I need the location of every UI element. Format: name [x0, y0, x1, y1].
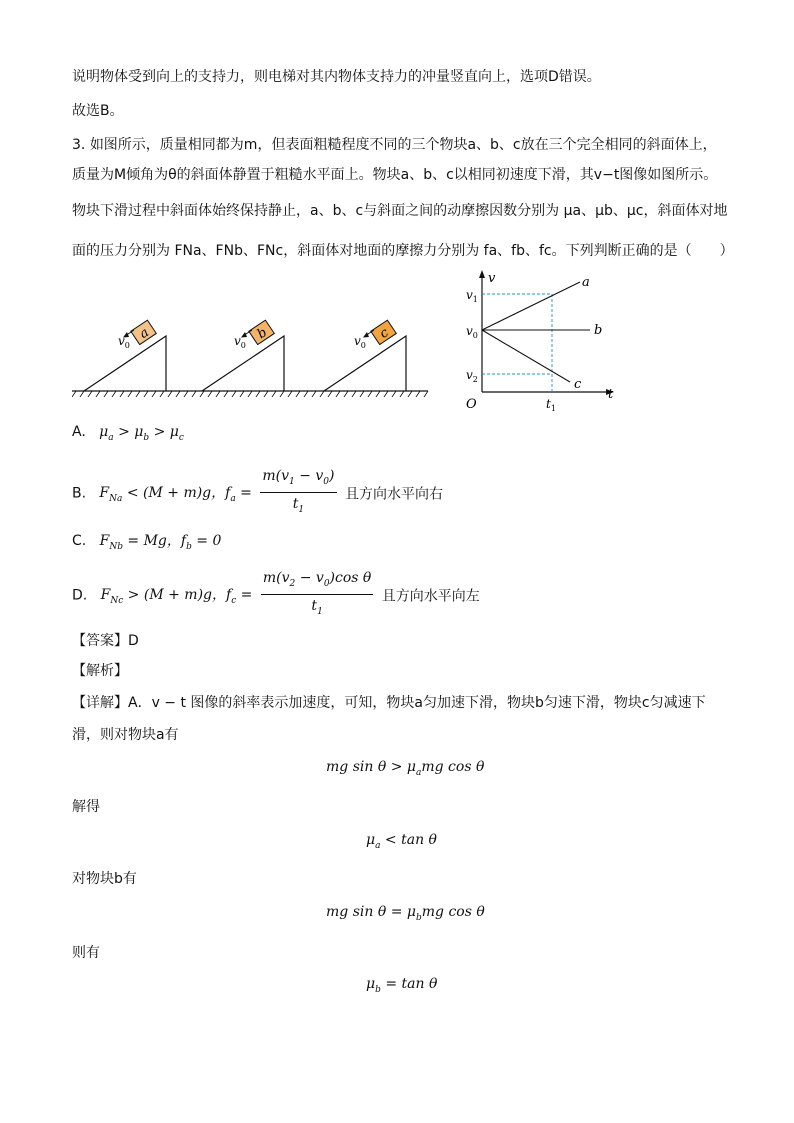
then-label: 则有 [72, 945, 100, 961]
solve-label: 解得 [72, 799, 100, 815]
detail-text-1: A．v − t 图像的斜率表示加速度，可知，物块a匀加速下滑，物块b匀速下滑，物块c匀减速下 [128, 695, 706, 711]
equation-2: $\mu_a < \tan \theta$ [366, 832, 437, 851]
intro-line-2: 故选B。 [72, 103, 124, 119]
option-d-pre: $F_{Nc} > (M + m)g$，$f_c$ = [100, 587, 253, 607]
option-c-letter: C. [72, 533, 87, 549]
intro-line-1: 说明物体受到向上的支持力，则电梯对其内物体支持力的冲量竖直向上，选项D错误。 [72, 69, 601, 85]
tick-v1: $v_1$ [466, 288, 478, 304]
option-b-post: 且方向水平向右 [344, 486, 443, 503]
equation-3: mg $\sin \theta = \mu_bmg$ cos θ [326, 904, 485, 923]
origin-label: O [466, 397, 477, 412]
option-a [72, 424, 184, 443]
graph-line-a [482, 282, 580, 330]
incline-a [84, 320, 166, 391]
question-text-1: 如图所示，质量相同都为m，但表面粗糙程度不同的三个物块a、b、c放在三个完全相同的斜面体上， [89, 137, 717, 153]
option-a-letter: A. [72, 424, 86, 440]
question-line-1 [72, 134, 717, 154]
answer-line [72, 630, 139, 650]
equation-1: mg $\sin \theta > \mu_amg$ cos θ [326, 759, 485, 778]
option-b-fraction: $\frac{m(v_1 - v_0)}{t_1}$ [262, 468, 335, 515]
graph-label-a: a [582, 275, 590, 290]
analysis-label: 【解析】 [72, 663, 128, 679]
axis-label-t: t [608, 387, 614, 402]
option-d-fraction: $\frac{m(v_2 - v_0)\cos \theta}{t_1}$ [262, 570, 372, 617]
tick-v0: $v_0$ [466, 324, 478, 340]
block-b-velocity: $v_0$ [234, 334, 246, 350]
block-c-velocity: $v_0$ [354, 334, 366, 350]
detail-label: 【详解】 [72, 695, 128, 711]
option-b-pre: $F_{Na} < (M + m)g$，$f_a$ = [99, 485, 252, 505]
graph-line-c [482, 330, 570, 382]
block-a-label: a [136, 325, 152, 342]
graph-label-b: b [594, 323, 603, 338]
option-d-post: 且方向水平向左 [381, 588, 480, 605]
option-b [72, 466, 443, 521]
detail-line-1 [72, 692, 706, 712]
block-a-velocity: $v_0$ [118, 334, 130, 350]
question-line-2: 质量为M倾角为θ的斜面体静置于粗糙水平面上。物块a、b、c以相同初速度下滑，其v−t图像如图所示。 [72, 167, 718, 183]
axis-label-v: v [488, 271, 496, 286]
option-d-letter: D. [72, 587, 88, 604]
question-number: 3. [72, 137, 86, 153]
option-c [72, 530, 221, 552]
equation-4: $\mu_b = \tan \theta$ [366, 976, 438, 995]
tick-v2: $v_2$ [466, 368, 478, 384]
option-a-text: $\mu_a > \mu_b > \mu_c$ [99, 424, 184, 443]
incline-b [202, 320, 284, 391]
question-line-3: 物块下滑过程中斜面体始终保持静止，a、b、c与斜面之间的动摩擦因数分别为 μa、μb、μc，斜面体对地 [72, 203, 728, 219]
block-b-label: b [254, 325, 271, 343]
block-c-label: c [377, 325, 392, 342]
option-d [72, 568, 480, 623]
incline-figure [72, 318, 432, 402]
answer-label: 【答案】 [72, 633, 128, 649]
question-line-4: 面的压力分别为 FNa、FNb、FNc，斜面体对地面的摩擦力分别为 fa、fb、fc。下列判断正确的是（ ） [72, 243, 734, 259]
graph-label-c: c [574, 377, 582, 392]
answer-value: D [128, 633, 139, 649]
incline-c [324, 320, 406, 391]
option-b-letter: B. [72, 485, 87, 502]
for-b-label: 对物块b有 [72, 871, 137, 887]
option-c-text: $F_{Nb} = Mg$，$f_b = 0$ [99, 533, 222, 552]
detail-line-2: 滑，则对物块a有 [72, 727, 179, 743]
vt-graph [458, 268, 628, 414]
tick-t1: $t_1$ [546, 397, 556, 413]
